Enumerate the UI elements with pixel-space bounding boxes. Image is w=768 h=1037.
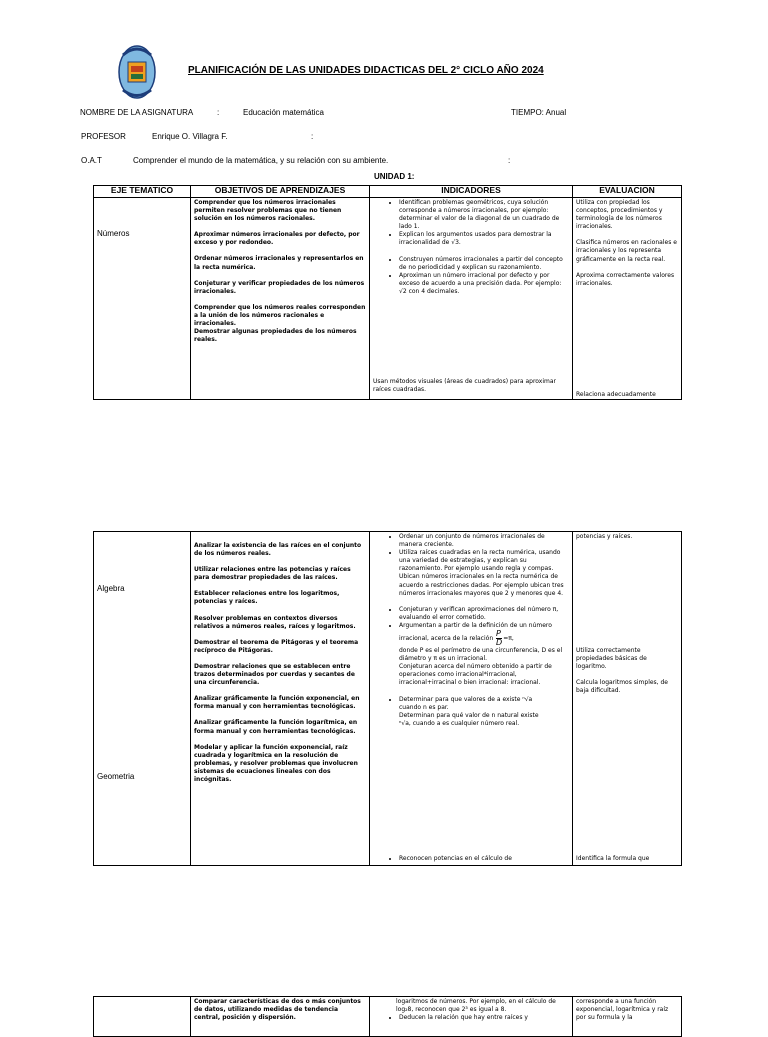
indicador-item: • Identifican problemas geométricos, cuya solución corresponde a números irracionales, por ejemplo: determinar el valor de la diagonal de un cuadrado de lado 1. bbox=[399, 199, 569, 231]
indicador-item: • Deducen la relación que hay entre raíces y bbox=[399, 1014, 569, 1022]
planning-table-3 bbox=[93, 996, 682, 1037]
indicadores-list bbox=[373, 855, 569, 863]
objetivo-item: Comprender que los números reales corresponden a la unión de los números racionales e irracionales. bbox=[194, 303, 366, 328]
profesor-separator: : bbox=[311, 132, 314, 141]
indicador-text: Explican los argumentos usados para demostrar la irracionalidad de bbox=[399, 231, 552, 247]
objetivo-item: Conjeturar y verificar propiedades de los números irracionales. bbox=[194, 279, 365, 295]
objetivo-item: Demostrar algunas propiedades de los números reales. bbox=[194, 328, 357, 344]
eje-algebra: Algebra bbox=[97, 584, 125, 593]
eje-geometria: Geometria bbox=[97, 772, 135, 781]
indicador-item bbox=[399, 231, 569, 247]
math-equals-pi: =π, bbox=[503, 635, 514, 643]
indicador-item bbox=[399, 622, 569, 688]
math-sqrt3: √3 bbox=[451, 239, 459, 247]
oat-separator: : bbox=[508, 156, 511, 165]
profesor-value: Enrique O. Villagra F. bbox=[152, 132, 228, 141]
evaluacion-item: Identifica la formula que bbox=[576, 854, 650, 862]
objetivo-item: Aproximar números irracionales por defecto, por exceso y por redondeo. bbox=[194, 231, 360, 247]
indicador-text: Argumentan a partir de la definición de un número irracional, acerca de la relación bbox=[399, 621, 552, 643]
indicador-item: • Reconocen potencias en el cálculo de bbox=[399, 855, 569, 863]
objetivo-item: Demostrar relaciones que se establecen entre trazos determinados por cuerdas y secantes de una circunferencia. bbox=[194, 662, 355, 687]
indicador-item bbox=[399, 696, 569, 728]
objetivos-cell bbox=[191, 532, 370, 866]
objetivo-item: Analizar la existencia de las raíces en el conjunto de los números reales. bbox=[194, 542, 362, 558]
objetivo-item: Analizar gráficamente la función exponencial, en forma manual y con herramientas tecnológicas. bbox=[194, 695, 360, 711]
objetivo-item: Resolver problemas en contextos diversos relativos a números reales, raíces y logaritmos. bbox=[194, 614, 356, 630]
objetivo-item: Modelar y aplicar la función exponencial, raíz cuadrada y logarítmica en la resolución de problemas, y resolver problemas que involucren sistemas de ecuaciones lineales con dos incógnitas. bbox=[194, 743, 358, 783]
objetivo-item: Utilizar relaciones entre las potencias y raíces para demostrar propiedades de las raíces. bbox=[194, 566, 351, 582]
evaluacion-item: Calcula logaritmos simples, de baja dificultad. bbox=[576, 679, 668, 695]
indicadores-cell bbox=[370, 532, 573, 866]
math-fraction-p-d bbox=[496, 630, 502, 647]
objetivo-item: Analizar gráficamente la función logarítmica, en forma manual y con herramientas tecnológicas. bbox=[194, 719, 358, 735]
indicadores-cell bbox=[370, 198, 573, 400]
table-row bbox=[94, 997, 682, 1037]
indicador-item: • Conjeturan y verifican aproximaciones del número π, evaluando el error cometido. bbox=[399, 606, 569, 622]
objetivo-item: Comprender que los números irracionales permiten resolver problemas que no tienen solución en los números racionales. bbox=[194, 199, 342, 223]
math-sqrt2: √2 bbox=[399, 287, 407, 295]
objetivo-item: Demostrar el teorema de Pitágoras y el teorema recíproco de Pitágoras. bbox=[194, 638, 359, 654]
indicador-text: cuando n es par. bbox=[399, 703, 449, 711]
table-row bbox=[94, 198, 682, 400]
eje-cell bbox=[94, 198, 191, 400]
indicador-text: Conjeturan acerca del número obtenido a partir de operaciones como irracional*irracional, irracional+irracinal o bien irracional: irracional. bbox=[399, 663, 552, 687]
asignatura-separator: : bbox=[217, 108, 220, 117]
evaluacion-group bbox=[576, 647, 678, 703]
tiempo-field: TIEMPO: Anual bbox=[511, 108, 567, 117]
math-nth-root: ⁿ√a bbox=[522, 695, 533, 703]
indicador-item bbox=[373, 998, 569, 1014]
indicador-text: reconocen que bbox=[415, 1006, 460, 1014]
evaluacion-item: Aproxima correctamente valores irracionales. bbox=[576, 271, 675, 287]
evaluacion-item: Utiliza correctamente propiedades básicas de logaritmo. bbox=[576, 647, 647, 671]
indicador-text: es igual a 8. bbox=[469, 1006, 507, 1014]
eje-cell bbox=[94, 532, 191, 866]
evaluacion-cell bbox=[573, 532, 682, 866]
indicadores-list bbox=[373, 199, 569, 296]
indicador-text: Aproximan un número irracional por defecto y por exceso de acuerdo a una precisión dada. Por ejemplo: bbox=[399, 271, 562, 287]
evaluacion-cell bbox=[573, 997, 682, 1037]
indicador-text: Utiliza raíces cuadradas en la recta numérica, usando una variedad de estrategias, y explican su razonamiento. Por ejemplo usando regla y compas. bbox=[399, 549, 561, 573]
page-title: PLANIFICACIÓN DE LAS UNIDADES DIDACTICAS DEL 2° CICLO AÑO 2024 bbox=[188, 65, 544, 76]
col-header-eje: EJE TEMATICO bbox=[94, 186, 191, 198]
indicador-item: • Construyen números irracionales a partir del concepto de no periodicidad y explican su razonamiento. bbox=[399, 256, 569, 272]
oat-value: Comprender el mundo de la matemática, y su relación con su ambiente. bbox=[133, 156, 389, 165]
table-row bbox=[94, 532, 682, 866]
evaluacion-item: potencias y raíces. bbox=[576, 533, 633, 540]
indicador-end: . bbox=[458, 239, 461, 247]
math-log: log₂8, bbox=[396, 1006, 414, 1014]
indicador-item: Usan métodos visuales (áreas de cuadrados) para aproximar raíces cuadradas. bbox=[373, 377, 556, 393]
oat-label: O.A.T bbox=[81, 156, 102, 165]
indicador-item bbox=[399, 549, 569, 598]
col-header-objetivos: OBJETIVOS DE APRENDIZAJES bbox=[191, 186, 370, 198]
indicador-text: cuando a es cualquier número real. bbox=[412, 719, 520, 727]
fraction-numerator: P bbox=[496, 629, 501, 639]
fraction-denominator: D bbox=[496, 638, 503, 648]
indicador-text: donde P es el perímetro de una circunferencia, D es el diámetro y π es un irracional. bbox=[399, 647, 563, 663]
table-header-row bbox=[94, 186, 682, 198]
objetivo-item: Comparar características de dos o más conjuntos de datos, utilizando medidas de tendencia central, posición y dispersión. bbox=[194, 998, 361, 1022]
objetivo-item: Ordenar números irracionales y representarlos en la recta numérica. bbox=[194, 255, 364, 271]
col-header-evaluacion: EVALUACION bbox=[573, 186, 682, 198]
planning-table-1 bbox=[93, 185, 682, 400]
asignatura-label: NOMBRE DE LA ASIGNATURA bbox=[80, 108, 194, 117]
evaluacion-item: Utiliza con propiedad los conceptos, procedimientos y terminología de los números irracionales. bbox=[576, 199, 663, 231]
unit-title: UNIDAD 1: bbox=[374, 172, 415, 181]
asignatura-value: Educación matemática bbox=[243, 108, 324, 117]
indicador-end: con 4 decimales. bbox=[408, 287, 460, 295]
evaluacion-item: Clasifica números en racionales e irracionales y los representa gráficamente en la recta real. bbox=[576, 239, 677, 263]
eje-numeros: Números bbox=[97, 229, 130, 238]
objetivos-cell bbox=[191, 997, 370, 1037]
indicador-text: Determinan para qué valor de n natural existe bbox=[399, 711, 539, 719]
col-header-indicadores: INDICADORES bbox=[370, 186, 573, 198]
objetivos-cell bbox=[191, 198, 370, 400]
indicadores-cell bbox=[370, 997, 573, 1037]
eje-cell bbox=[94, 997, 191, 1037]
indicador-text: Ubican números irracionales en la recta numérica de acuerdo a restricciones dadas. Por ejemplo ubican tres números irracionales mayores que 2 y menores que 4. bbox=[399, 573, 564, 597]
indicador-item: • Ordenar un conjunto de números irracionales de manera creciente. bbox=[399, 533, 569, 549]
indicadores-list bbox=[373, 533, 569, 728]
indicadores-list bbox=[373, 1014, 569, 1022]
objetivo-item: Establecer relaciones entre los logaritmos, potencias y raíces. bbox=[194, 590, 340, 606]
evaluacion-item: Relaciona adecuadamente bbox=[576, 390, 656, 398]
indicador-item bbox=[399, 272, 569, 296]
evaluacion-cell bbox=[573, 198, 682, 400]
indicador-text: logaritmos de números. Por ejemplo, en el cálculo de bbox=[396, 998, 556, 1005]
profesor-label: PROFESOR bbox=[81, 132, 126, 141]
school-crest-logo bbox=[117, 45, 157, 100]
math-power: 2³ bbox=[461, 1006, 468, 1014]
math-nth-root: ⁿ√a, bbox=[399, 719, 411, 727]
planning-table-2 bbox=[93, 531, 682, 866]
evaluacion-item: corresponde a una función exponencial, logarítmica y raíz por su formula y la bbox=[576, 998, 669, 1022]
indicador-text: Determinar para que valores de a existe bbox=[399, 695, 521, 703]
